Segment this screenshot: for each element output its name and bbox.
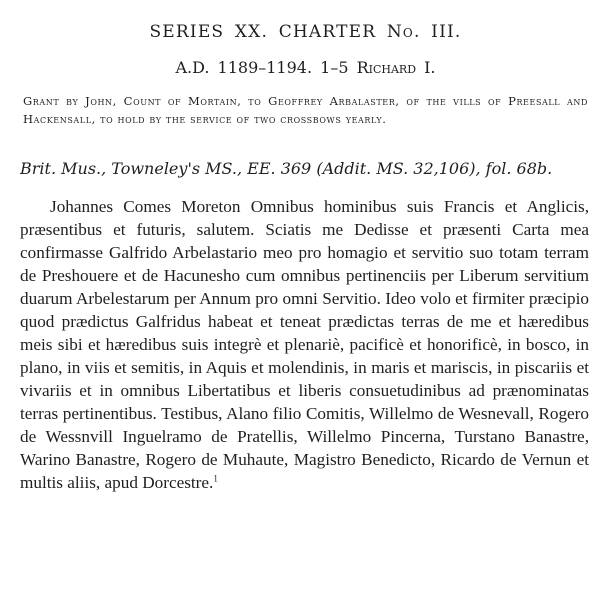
footnote-marker: 1 <box>213 473 218 484</box>
manuscript-source: Brit. Mus., Towneley's MS., EE. 369 (Addit. MS. 32,106), fol. 68b. <box>20 159 553 178</box>
charter-summary: Grant by John, Count of Mortain, to Geoffrey Arbalaster, of the vills of Preesall and Hackensall, to hold by the service of two crossbows yearly. <box>23 94 588 126</box>
series-charter-title: SERIES XX. CHARTER No. III. <box>149 22 462 42</box>
charter-text <box>20 195 589 494</box>
date-reign-line: A.D. 1189–1194. 1–5 Richard I. <box>175 58 436 77</box>
charter-latin-text: Johannes Comes Moreton Omnibus hominibus suis Francis et Anglicis, præsentibus et futuris, salutem. Sciatis me Dedisse et præsenti Carta mea confirmasse Galfrido Arbelastario meo pro homagio et servitio suo totam terram de Preshouere et de Hacunesho cum omnibus pertinenciis per Liberum servitium duarum Arbelestarum per Annum pro omni Servitio. Ideo volo et firmiter præcipio quod prædictus Galfridus habeat et teneat prædictas terras de me et hæredibus meis sibi et hæredibus suis integrè et plenariè, pacificè et honorificè, in bosco, in plano, in viis et semitis, in Aquis et molendinis, in maris et mariscis, in piscariis et vivariis et in omnibus Libertatibus et liberis consuetudinibus ad prænominatas terras pertinentibus. Testibus, Alano filio Comitis, Willelmo de Wesnevall, Rogero de Wessnvill Inguelramo de Pratellis, Willelmo Pincerna, Turstano Banastre, Warino Banastre, Rogero de Muhaute, Magistro Benedicto, Ricardo de Vernun et multis aliis, apud Dorcestre. <box>20 197 589 492</box>
